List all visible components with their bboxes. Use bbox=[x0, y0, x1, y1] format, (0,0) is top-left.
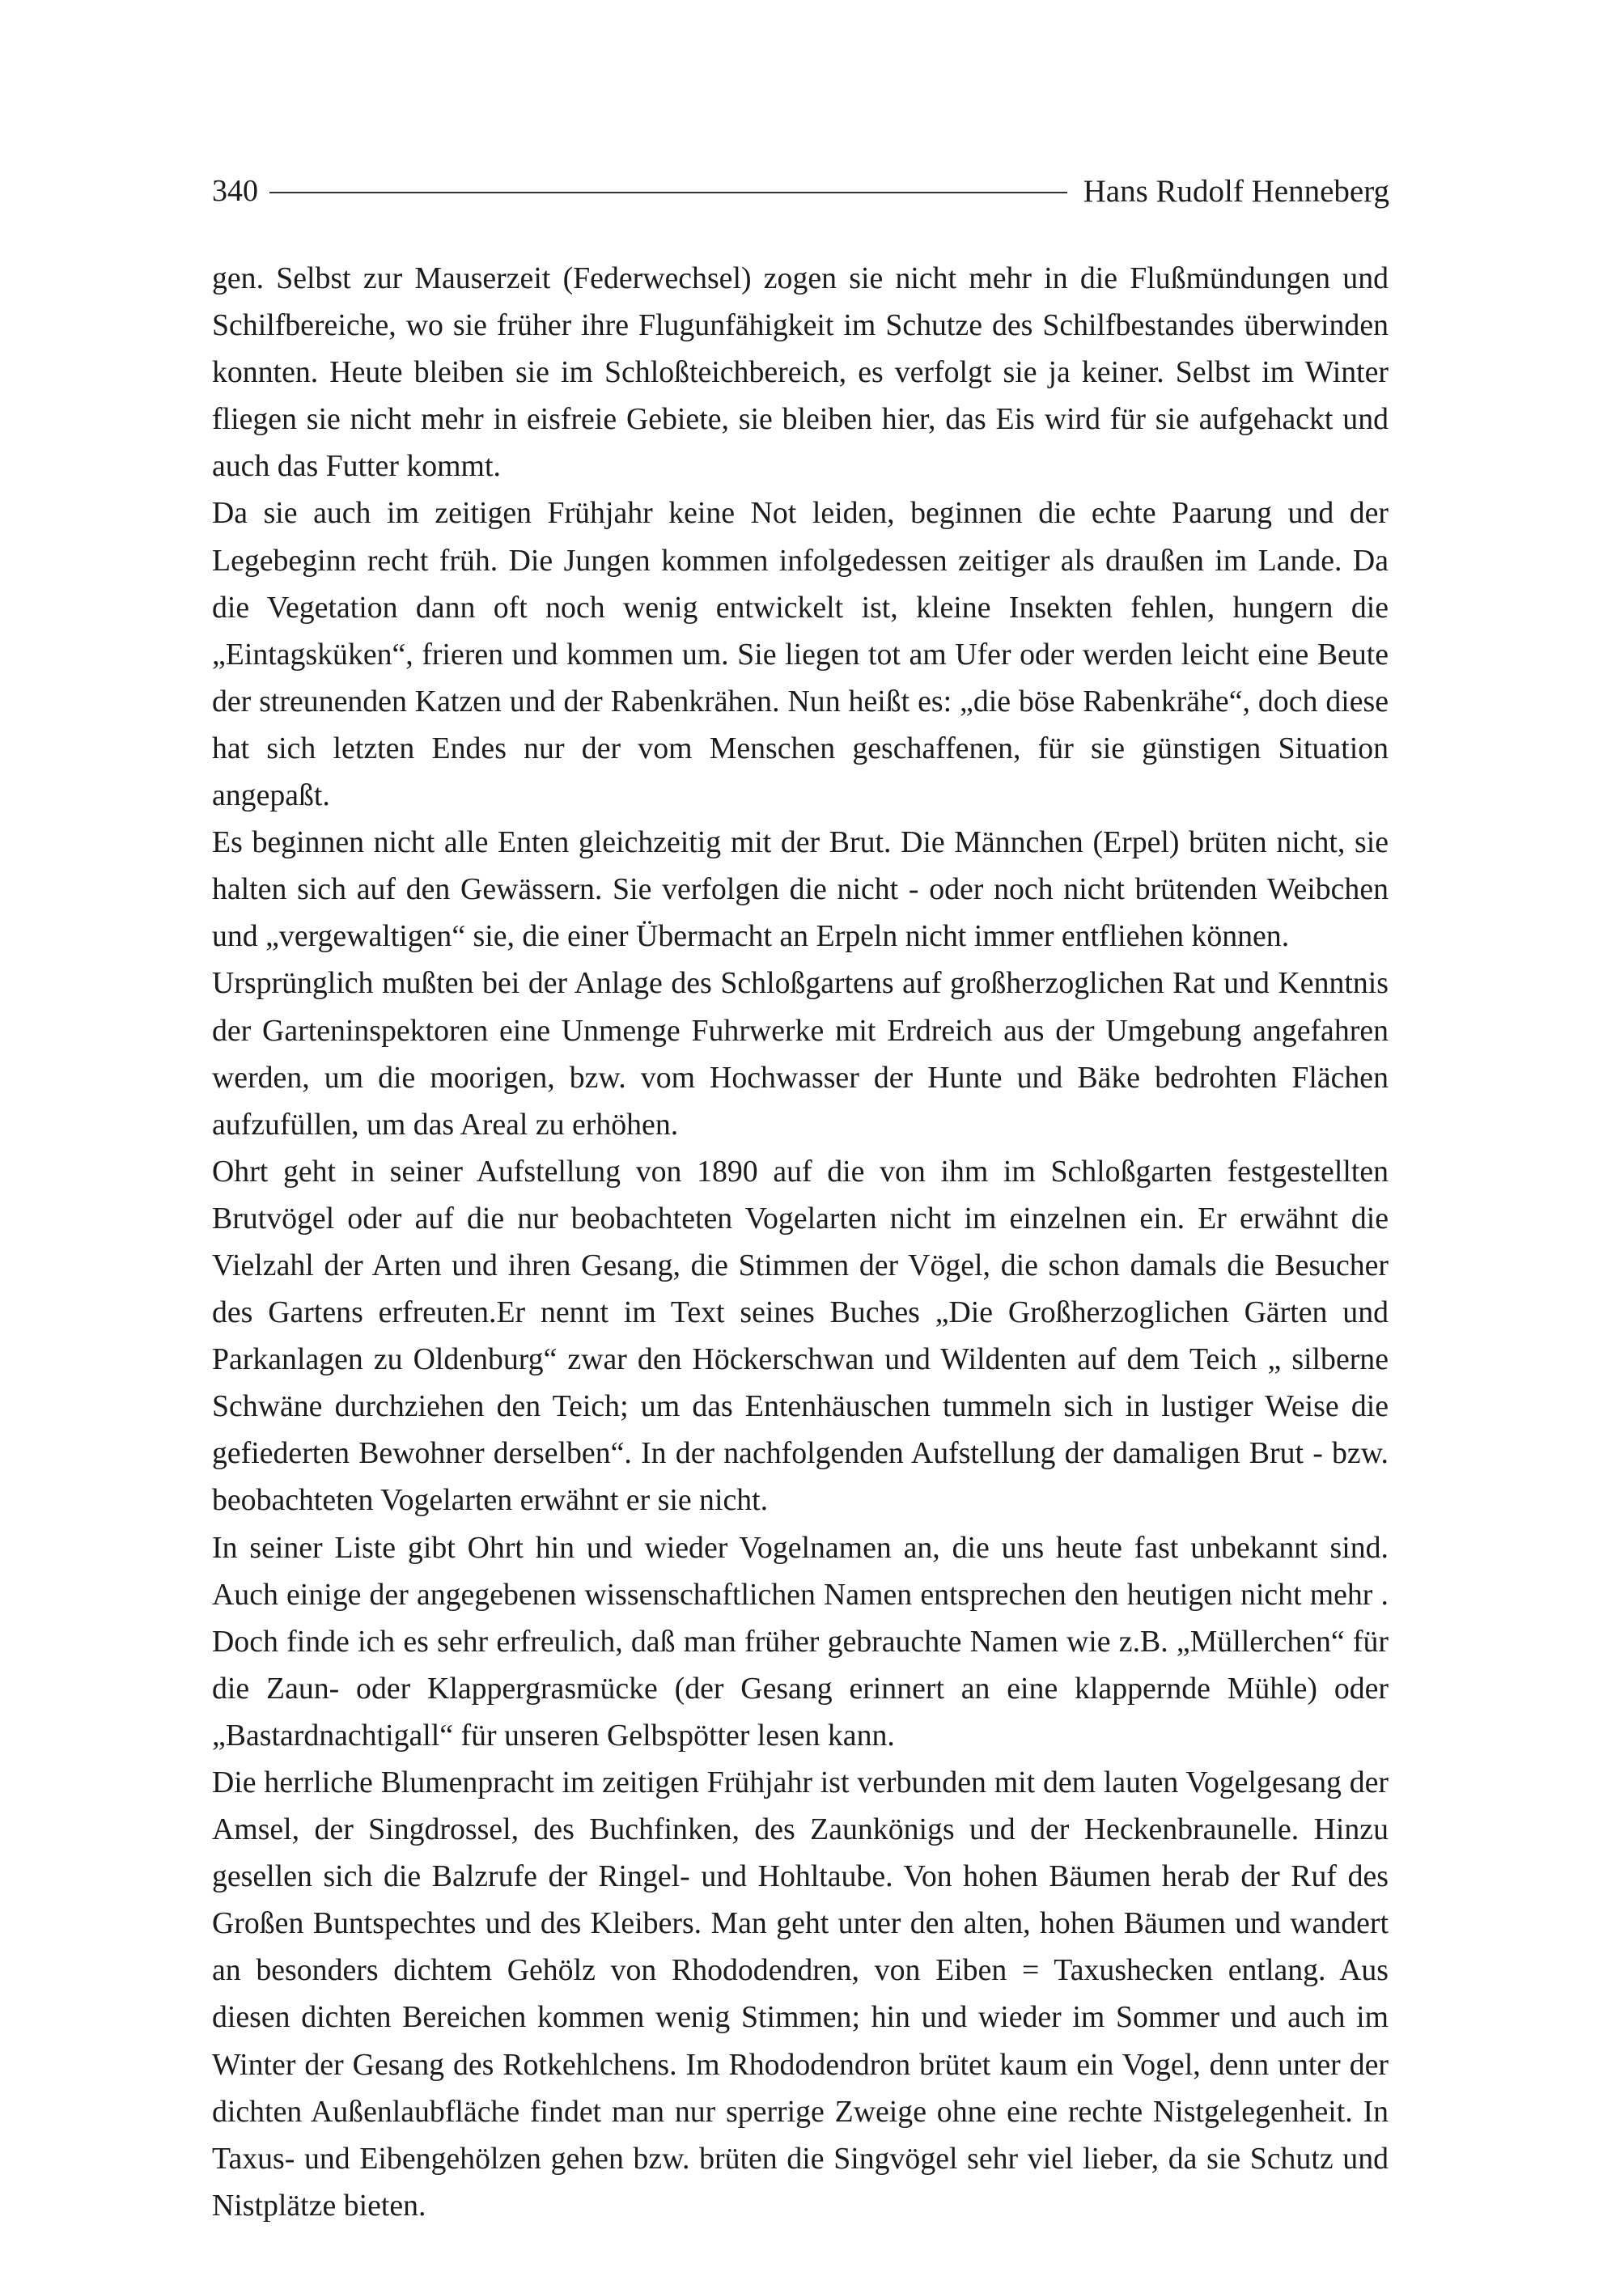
running-head-author: Hans Rudolf Henneberg bbox=[1083, 173, 1389, 209]
paragraph: Ursprünglich mußten bei der Anlage des Schloßgartens auf großherzoglichen Rat und Kenntnis der Garteninspektoren eine Unmenge Fuhrwerke mit Erdreich aus der Umgebung angefahren werden, um die moorigen, bzw. vom Hochwasser der Hunte und Bäke bedrohten Flächen aufzufüllen, um das Areal zu erhöhen. bbox=[212, 966, 1389, 1142]
paragraph: Da sie auch im zeitigen Frühjahr keine Not leiden, beginnen die echte Paarung und der Legebeginn recht früh. Die Jungen kommen infolgedessen zeitiger als draußen im Lande. Da die Vegetation dann oft noch wenig entwickelt ist, kleine Insekten fehlen, hungern die „Eintagsküken“, frieren und kommen um. Sie liegen tot am Ufer oder werden leicht eine Beute der streunenden Katzen und der Rabenkrähen. Nun heißt es: „die böse Rabenkrähe“, doch diese hat sich letzten Endes nur der vom Menschen geschaffenen, für sie günstigen Situation angepaßt. bbox=[212, 496, 1389, 813]
header-rule bbox=[269, 192, 1067, 193]
paragraph: Ohrt geht in seiner Aufstellung von 1890 auf die von ihm im Schloßgarten festgestellten Brutvögel oder auf die nur beobachteten Vogelarten nicht im einzelnen ein. Er erwähnt die Vielzahl der Arten und ihren Gesang, die Stimmen der Vögel, die schon damals die Besucher des Gartens erfreuten.Er nennt im Text seines Buches „Die Großherzoglichen Gärten und Parkanlagen zu Oldenburg“ zwar den Höckerschwan und Wildenten auf dem Teich „ silberne Schwäne durchziehen den Teich; um das Entenhäuschen tummeln sich in lustiger Weise die gefiederten Bewohner derselben“. In der nachfolgenden Aufstellung der damaligen Brut - bzw. beobachteten Vogelarten erwähnt er sie nicht. bbox=[212, 1154, 1389, 1518]
page-number: 340 bbox=[212, 174, 258, 208]
paragraph: In seiner Liste gibt Ohrt hin und wieder Vogelnamen an, die uns heute fast unbekannt sind. Auch einige der angegebenen wissenschaftlichen Namen entsprechen den heutigen nicht mehr . Doch finde ich es sehr erfreulich, daß man früher gebrauchte Namen wie z.B. „Müllerchen“ für die Zaun- oder Klappergrasmücke (der Gesang erinnert an eine klappernde Mühle) oder „Bastardnachtigall“ für unseren Gelbspötter lesen kann. bbox=[212, 1530, 1389, 1753]
page-header bbox=[212, 167, 1389, 215]
body-text bbox=[212, 255, 1389, 2229]
paragraph: gen. Selbst zur Mauserzeit (Federwechsel) zogen sie nicht mehr in die Flußmündungen und Schilfbereiche, wo sie früher ihre Flugunfähigkeit im Schutze des Schilfbestandes überwinden konnten. Heute bleiben sie im Schloßteichbereich, es verfolgt sie ja keiner. Selbst im Winter fliegen sie nicht mehr in eisfreie Gebiete, sie bleiben hier, das Eis wird für sie aufgehackt und auch das Futter kommt. bbox=[212, 261, 1389, 484]
paragraph: Es beginnen nicht alle Enten gleichzeitig mit der Brut. Die Männchen (Erpel) brüten nicht, sie halten sich auf den Gewässern. Sie verfolgen die nicht - oder noch nicht brütenden Weibchen und „vergewaltigen“ sie, die einer Übermacht an Erpeln nicht immer entfliehen können. bbox=[212, 825, 1389, 954]
paragraph: Die herrliche Blumenpracht im zeitigen Frühjahr ist verbunden mit dem lauten Vogelgesang der Amsel, der Singdrossel, des Buchfinken, des Zaunkönigs und der Heckenbraunelle. Hinzu gesellen sich die Balzrufe der Ringel- und Hohltaube. Von hohen Bäumen herab der Ruf des Großen Buntspechtes und des Kleibers. Man geht unter den alten, hohen Bäumen und wandert an besonders dichtem Gehölz von Rhododendren, von Eiben = Taxushecken entlang. Aus diesen dichten Bereichen kommen wenig Stimmen; hin und wieder im Sommer und auch im Winter der Gesang des Rotkehlchens. Im Rhododendron brütet kaum ein Vogel, denn unter der dichten Außenlaubfläche findet man nur sperrige Zweige ohne eine rechte Nistgelegenheit. In Taxus- und Eibengehölzen gehen bzw. brüten die Singvögel sehr viel lieber, da sie Schutz und Nistplätze bieten. bbox=[212, 1765, 1389, 2223]
